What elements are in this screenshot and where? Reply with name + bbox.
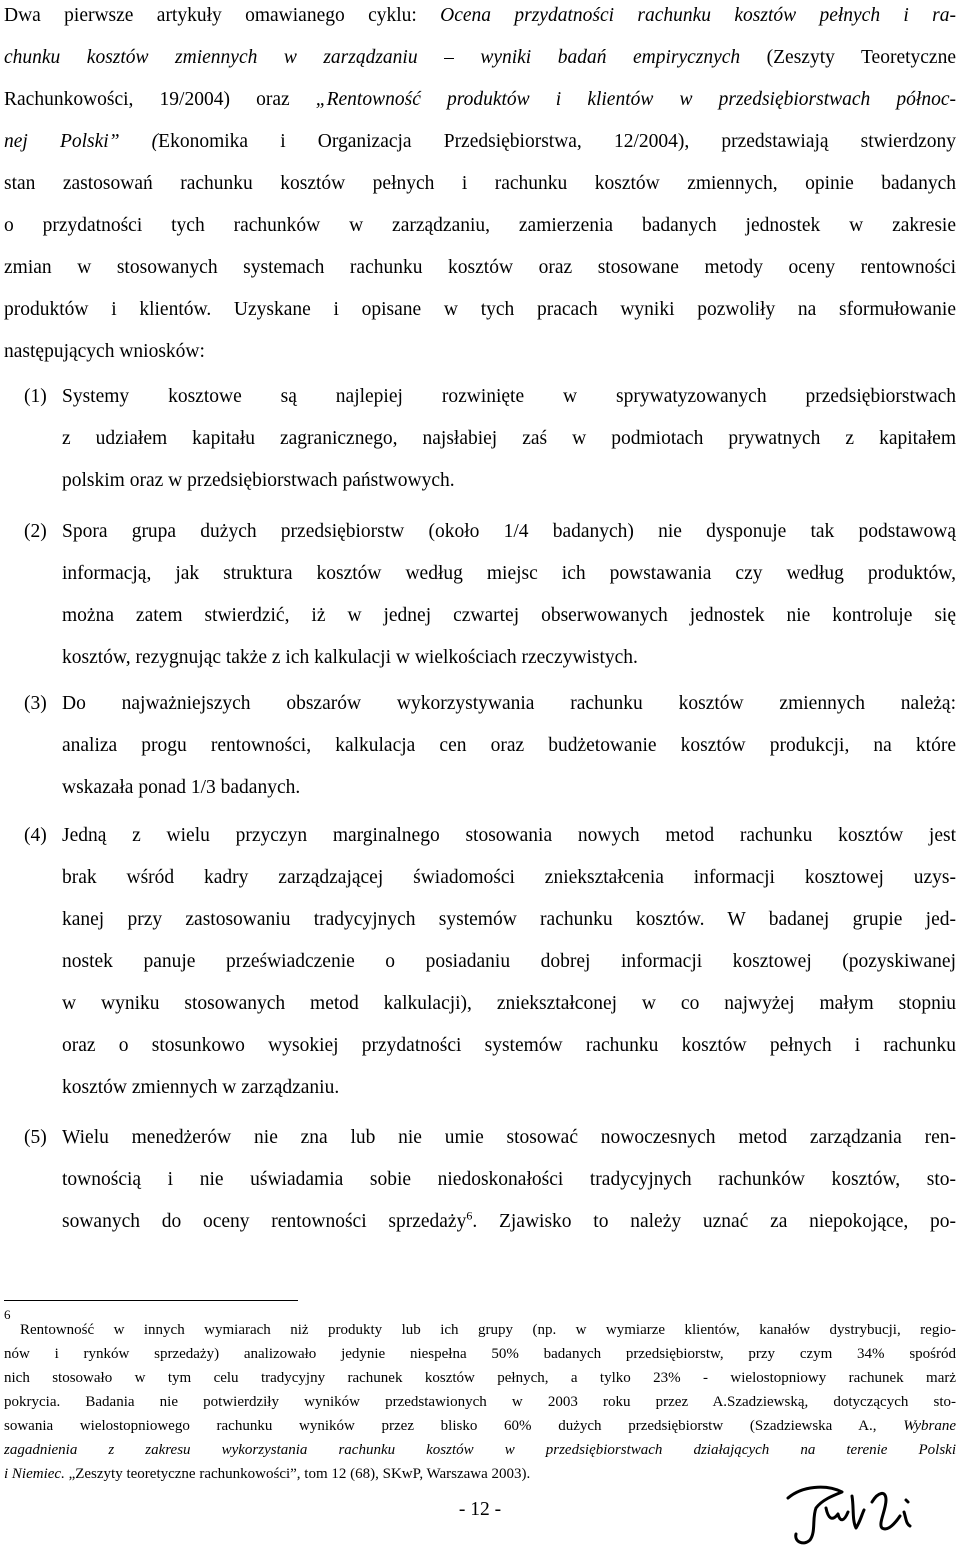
list-item-line: kanej przy zastosowaniu tradycyjnych systemów rachunku kosztów. W badanej grupie jed- <box>62 909 956 930</box>
list-item-line: Do najważniejszych obszarów wykorzystywania rachunku kosztów zmiennych należą: <box>62 693 956 714</box>
footnote-line: sowania wielostopniowego rachunku wyników przez blisko 60% dużych przedsiębiorstw (Szadziewska A., Wybrane <box>4 1418 956 1434</box>
paragraph-line: nej Polski” (Ekonomika i Organizacja Przedsiębiorstwa, 12/2004), przedstawiają stwierdzony <box>4 131 956 152</box>
footnote-line: pokrycia. Badania nie potwierdziły wyników przedstawionych w 2003 roku przez A.Szadziewską, dotyczących sto- <box>4 1394 956 1410</box>
list-item-line: Spora grupa dużych przedsiębiorstw (około 1/4 badanych) nie dysponuje tak podstawową <box>62 521 956 542</box>
footnote-line: nich stosowało w tym celu tradycyjny rachunek kosztów pełnych, a tylko 23% - wielostopniowy rachunek marż <box>4 1370 956 1386</box>
list-item-line: Jedną z wielu przyczyn marginalnego stosowania nowych metod rachunku kosztów jest <box>62 825 956 846</box>
footnote-line: Rentowność w innych wymiarach niż produkty lub ich grupy (np. w wymiarze klientów, kanałów dystrybucji, regio- <box>20 1322 956 1338</box>
footnote-line: i Niemiec. „Zeszyty teoretyczne rachunkowości”, tom 12 (68), SKwP, Warszawa 2003). <box>4 1466 531 1482</box>
list-item-number: (2) <box>24 521 47 542</box>
list-item-line: analiza progu rentowności, kalkulacja cen oraz budżetowanie kosztów produkcji, na które <box>62 735 956 756</box>
list-item-line: polskim oraz w przedsiębiorstwach państwowych. <box>62 470 455 491</box>
list-item-line: brak wśród kadry zarządzającej świadomości zniekształcenia informacji kosztowej uzys- <box>62 867 956 888</box>
list-item-line: Systemy kosztowe są najlepiej rozwinięte w sprywatyzowanych przedsiębiorstwach <box>62 386 956 407</box>
paragraph-line: Rachunkowości, 19/2004) oraz „Rentowność produktów i klientów w przedsiębiorstwach północ- <box>4 89 956 110</box>
list-item-line: Wielu menedżerów nie zna lub nie umie stosować nowoczesnych metod zarządzania ren- <box>62 1127 956 1148</box>
page-number: - 12 - <box>458 1499 502 1520</box>
list-item-number: (1) <box>24 386 47 407</box>
list-item-line: kosztów zmiennych w zarządzaniu. <box>62 1077 340 1098</box>
footnote-reference[interactable]: 6 <box>466 1208 473 1223</box>
paragraph-line: stan zastosowań rachunku kosztów pełnych i rachunku kosztów zmiennych, opinie badanych <box>4 173 956 194</box>
paragraph-line: zmian w stosowanych systemach rachunku kosztów oraz stosowane metody oceny rentowności <box>4 257 956 278</box>
list-item-line: kosztów, rezygnując także z ich kalkulacji w wielkościach rzeczywistych. <box>62 647 638 668</box>
paragraph-line: następujących wniosków: <box>4 341 205 362</box>
list-item-line: townością i nie uświadamia sobie niedoskonałości tradycyjnych rachunków kosztów, sto- <box>62 1169 956 1190</box>
paragraph-line: Dwa pierwsze artykuły omawianego cyklu: Ocena przydatności rachunku kosztów pełnych i ra- <box>4 5 956 26</box>
list-item-line: sowanych do oceny rentowności sprzedaży$^6$. Zjawisko to należy uznać za niepokojące, po- <box>62 1208 956 1232</box>
paragraph-line: o przydatności tych rachunków w zarządzaniu, zamierzenia badanych jednostek w zakresie <box>4 215 956 236</box>
list-item-number: (3) <box>24 693 47 714</box>
paragraph-line: chunku kosztów zmiennych w zarządzaniu – wyniki badań empirycznych (Zeszyty Teoretyczne <box>4 47 956 68</box>
list-item-line: oraz o stosunkowo wysokiej przydatności systemów rachunku kosztów pełnych i rachunku <box>62 1035 956 1056</box>
list-item-line: w wyniku stosowanych metod kalkulacji), zniekształconej w co najwyżej małym stopniu <box>62 993 956 1014</box>
paragraph-line: produktów i klientów. Uzyskane i opisane w tych pracach wyniki pozwoliły na sformułowanie <box>4 299 956 320</box>
footnote-line: nów i rynków sprzedaży) analizowało jedynie niespełna 50% badanych przedsiębiorstw, przy czym 34% spośród <box>4 1346 956 1362</box>
list-item-line: z udziałem kapitału zagranicznego, najsłabiej zaś w podmiotach prywatnych z kapitałem <box>62 428 956 449</box>
list-item-number: (4) <box>24 825 47 846</box>
handwritten-signature <box>782 1478 946 1548</box>
footnote-mark: 6 <box>4 1307 11 1322</box>
list-item-line: informacją, jak struktura kosztów według miejsc ich powstawania czy według produktów, <box>62 563 956 584</box>
footnote-separator <box>4 1300 298 1301</box>
list-item-line: wskazała ponad 1/3 badanych. <box>62 777 301 798</box>
list-item-line: nostek panuje przeświadczenie o posiadaniu dobrej informacji kosztowej (pozyskiwanej <box>62 951 956 972</box>
list-item-line: można zatem stwierdzić, iż w jednej czwartej obserwowanych jednostek nie kontroluje się <box>62 605 956 626</box>
list-item-number: (5) <box>24 1127 47 1148</box>
footnote-line: zagadnienia z zakresu wykorzystania rachunku kosztów w przedsiębiorstwach działających na terenie Polski <box>4 1442 956 1458</box>
